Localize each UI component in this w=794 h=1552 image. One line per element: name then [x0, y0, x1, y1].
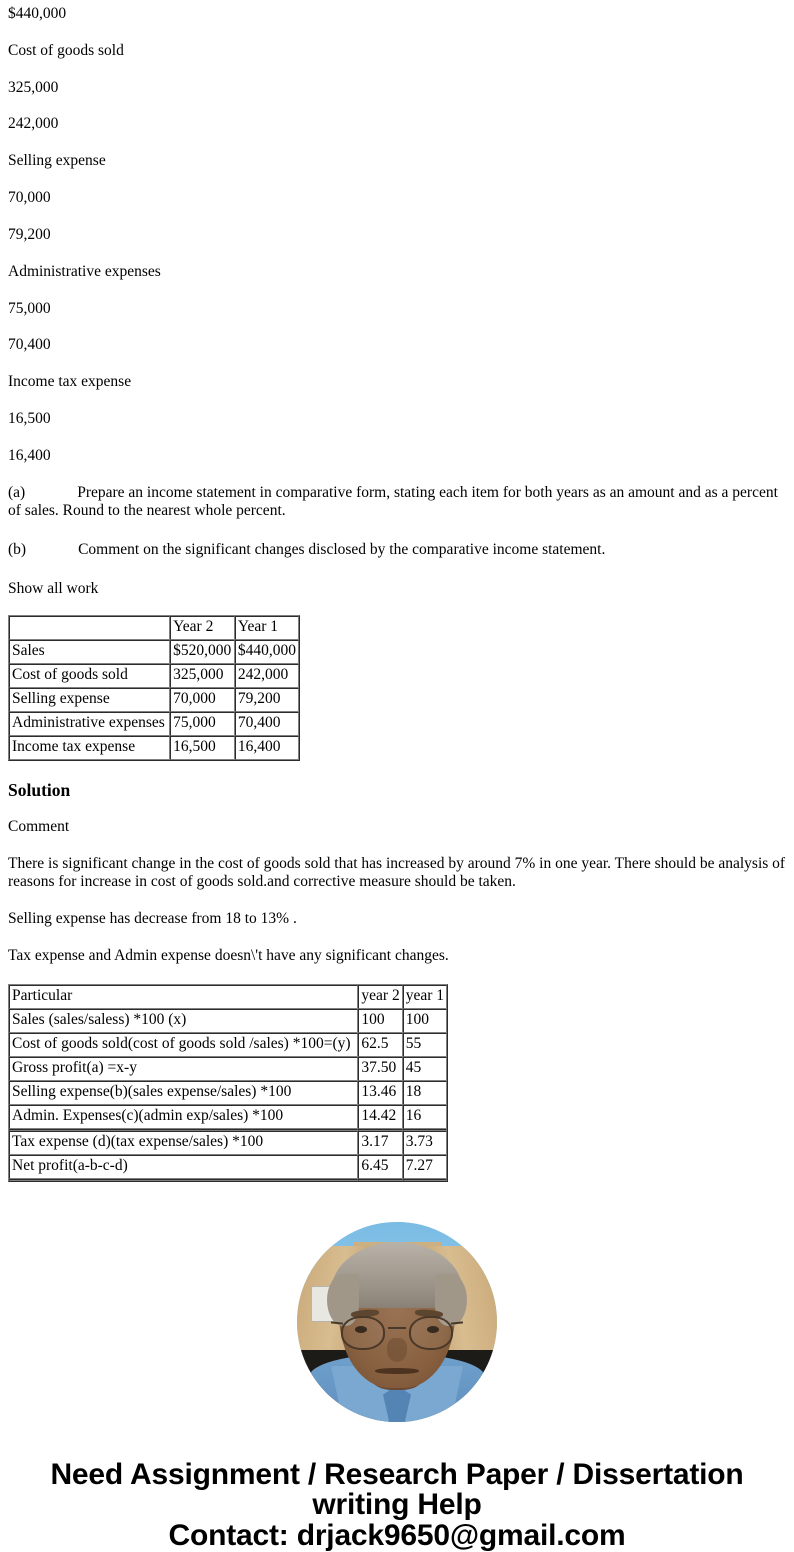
separator-cell	[9, 1179, 358, 1181]
prompt-b	[8, 541, 786, 559]
figure-line: 70,400	[8, 336, 51, 354]
header-cell-year2: Year 2	[170, 616, 235, 640]
comment-label: Comment	[8, 817, 70, 835]
prompt-b-marker: (b)	[8, 540, 27, 558]
glasses-lens-left-icon	[341, 1316, 385, 1350]
income-statement-body	[9, 616, 299, 760]
row-label: Cost of goods sold	[9, 664, 170, 688]
income-statement-table	[8, 615, 300, 761]
figure-line: Income tax expense	[8, 373, 132, 391]
row-year2: 70,000	[170, 688, 235, 712]
figure-line: 16,400	[8, 446, 51, 464]
row-label: Selling expense(b)(sales expense/sales) *100	[9, 1081, 358, 1105]
row-year2: 14.42	[358, 1105, 402, 1129]
figure-line: 325,000	[8, 78, 59, 96]
header-cell-year2: year 2	[358, 985, 402, 1009]
row-year1: 100	[403, 1009, 447, 1033]
row-year1: 3.73	[403, 1131, 447, 1155]
row-year2: 325,000	[170, 664, 235, 688]
row-year1: 16	[403, 1105, 447, 1129]
cta-line-2: Contact: drjack9650@gmail.com	[168, 1519, 626, 1552]
row-year1: 7.27	[403, 1155, 447, 1179]
table-row	[9, 1009, 447, 1033]
prompt-a-text: Prepare an income statement in comparative form, stating each item for both years as an amount and as a percent of sales. Round to the nearest whole percent.	[8, 483, 778, 519]
figure-line: 75,000	[8, 299, 51, 317]
header-cell-year1: year 1	[403, 985, 447, 1009]
row-year2: 6.45	[358, 1155, 402, 1179]
figure-line: 79,200	[8, 225, 51, 243]
row-year1: 79,200	[235, 688, 299, 712]
table-row	[9, 736, 299, 760]
row-label: Net profit(a-b-c-d)	[9, 1155, 358, 1179]
row-year1: 70,400	[235, 712, 299, 736]
table-row	[9, 712, 299, 736]
row-label: Sales (sales/saless) *100 (x)	[9, 1009, 358, 1033]
figure-line: Selling expense	[8, 152, 106, 170]
header-cell-year1: Year 1	[235, 616, 299, 640]
contact-cta	[8, 1457, 786, 1552]
row-year2: 100	[358, 1009, 402, 1033]
avatar	[297, 1222, 497, 1422]
solution-heading: Solution	[8, 779, 71, 800]
row-year1: 45	[403, 1057, 447, 1081]
figure-line: Administrative expenses	[8, 262, 161, 280]
solution-paragraph: There is significant change in the cost of goods sold that has increased by around 7% in one year. There should be analysis of reasons for increase in cost of goods sold.and corrective measure should be taken.	[8, 854, 786, 891]
figure-line: $440,000	[8, 5, 67, 22]
percent-table-body	[9, 985, 447, 1180]
row-year2: 16,500	[170, 736, 235, 760]
row-year2: 3.17	[358, 1131, 402, 1155]
table-row	[9, 1033, 447, 1057]
table-row	[9, 688, 299, 712]
row-label: Sales	[9, 640, 170, 664]
row-year2: 13.46	[358, 1081, 402, 1105]
row-year2: 75,000	[170, 712, 235, 736]
row-label: Administrative expenses	[9, 712, 170, 736]
glasses-bridge-icon	[388, 1327, 406, 1329]
row-year1: 242,000	[235, 664, 299, 688]
header-cell-blank	[9, 616, 170, 640]
prompt-a	[8, 484, 786, 520]
show-all-work-note: Show all work	[8, 579, 99, 597]
row-label: Admin. Expenses(c)(admin exp/sales) *100	[9, 1105, 358, 1129]
table-header-row	[9, 985, 447, 1009]
percent-of-sales-table	[8, 984, 448, 1181]
avatar-container	[8, 1222, 786, 1422]
table-row	[9, 1057, 447, 1081]
separator-cell	[358, 1179, 402, 1181]
row-label: Gross profit(a) =x-y	[9, 1057, 358, 1081]
row-year2: 37.50	[358, 1057, 402, 1081]
avatar-mouth	[375, 1368, 419, 1374]
row-label: Income tax expense	[9, 736, 170, 760]
document-page	[0, 5, 794, 1552]
solution-paragraph: Selling expense has decrease from 18 to 13% .	[8, 910, 297, 928]
avatar-nose	[387, 1338, 407, 1362]
prompt-b-text: Comment on the significant changes disclosed by the comparative income statement.	[78, 540, 606, 558]
row-year2: $520,000	[170, 640, 235, 664]
prompt-a-marker: (a)	[8, 483, 26, 501]
table-row	[9, 1155, 447, 1179]
row-label: Selling expense	[9, 688, 170, 712]
header-cell-particular: Particular	[9, 985, 358, 1009]
income-figures-list	[8, 5, 786, 465]
table-row	[9, 640, 299, 664]
solution-paragraph: Tax expense and Admin expense doesn\'t have any significant changes.	[8, 947, 449, 965]
figure-line: Cost of goods sold	[8, 41, 124, 59]
row-year1: 55	[403, 1033, 447, 1057]
figure-line: 242,000	[8, 115, 59, 133]
table-row	[9, 664, 299, 688]
glasses-lens-right-icon	[409, 1316, 453, 1350]
row-year2: 62.5	[358, 1033, 402, 1057]
table-row	[9, 1081, 447, 1105]
cta-line-1: Need Assignment / Research Paper / Dissertation writing Help	[50, 1457, 744, 1522]
row-year1: 18	[403, 1081, 447, 1105]
figure-line: 16,500	[8, 409, 51, 427]
table-header-row	[9, 616, 299, 640]
table-row	[9, 1105, 447, 1129]
row-year1: 16,400	[235, 736, 299, 760]
row-label: Tax expense (d)(tax expense/sales) *100	[9, 1131, 358, 1155]
row-label: Cost of goods sold(cost of goods sold /sales) *100=(y)	[9, 1033, 358, 1057]
row-year1: $440,000	[235, 640, 299, 664]
separator-cell	[403, 1179, 447, 1181]
table-separator-row	[9, 1179, 447, 1181]
figure-line: 70,000	[8, 189, 51, 207]
table-row	[9, 1131, 447, 1155]
